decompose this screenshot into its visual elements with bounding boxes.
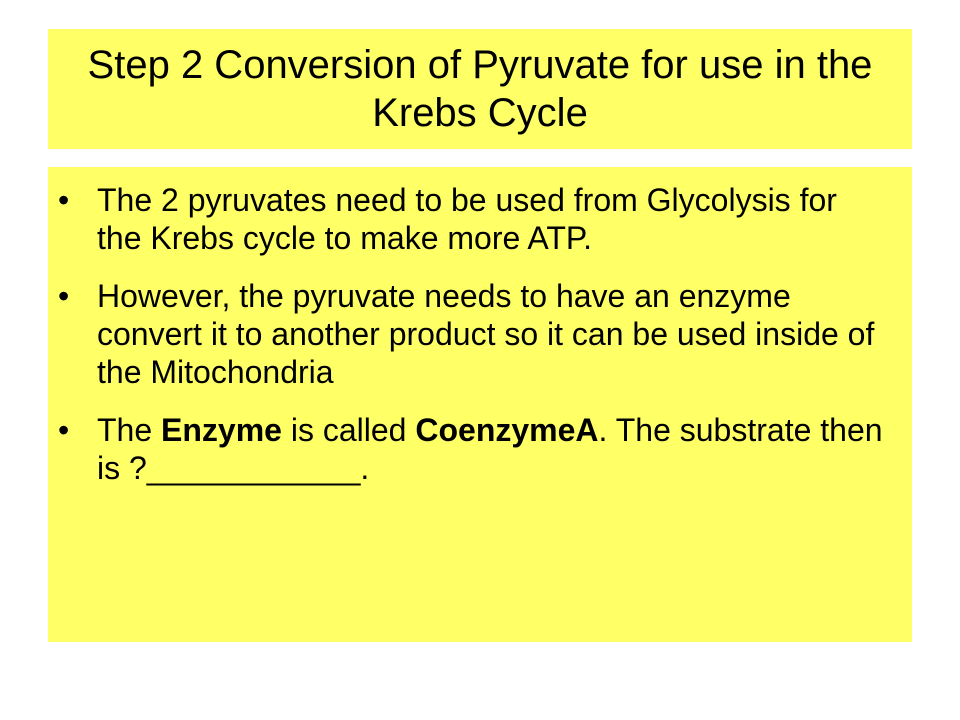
bullet-text-part: The: [97, 412, 162, 448]
enzyme-term: Enzyme: [161, 412, 282, 448]
bullet-icon: •: [58, 182, 70, 218]
slide-title: Step 2 Conversion of Pyruvate for use in the Krebs Cycle: [87, 43, 873, 135]
bullet-item: [58, 411, 888, 487]
bullet-list: [58, 181, 888, 507]
bullet-text: The 2 pyruvates need to be used from Glycolysis for the Krebs cycle to make more ATP.: [97, 182, 837, 256]
bullet-item: [58, 277, 888, 391]
bullet-text: However, the pyruvate needs to have an enzyme convert it to another product so it can be used inside of the Mitochondria: [97, 278, 875, 390]
bullet-icon: •: [58, 278, 70, 314]
content-box: [48, 167, 912, 642]
bullet-icon: •: [58, 412, 70, 448]
title-box: [48, 29, 912, 149]
coenzyme-term: CoenzymeA: [415, 412, 599, 448]
bullet-text-part: . The substrate then is ?____________.: [97, 412, 883, 486]
bullet-text-part: is called: [281, 412, 416, 448]
bullet-item: [58, 181, 888, 257]
